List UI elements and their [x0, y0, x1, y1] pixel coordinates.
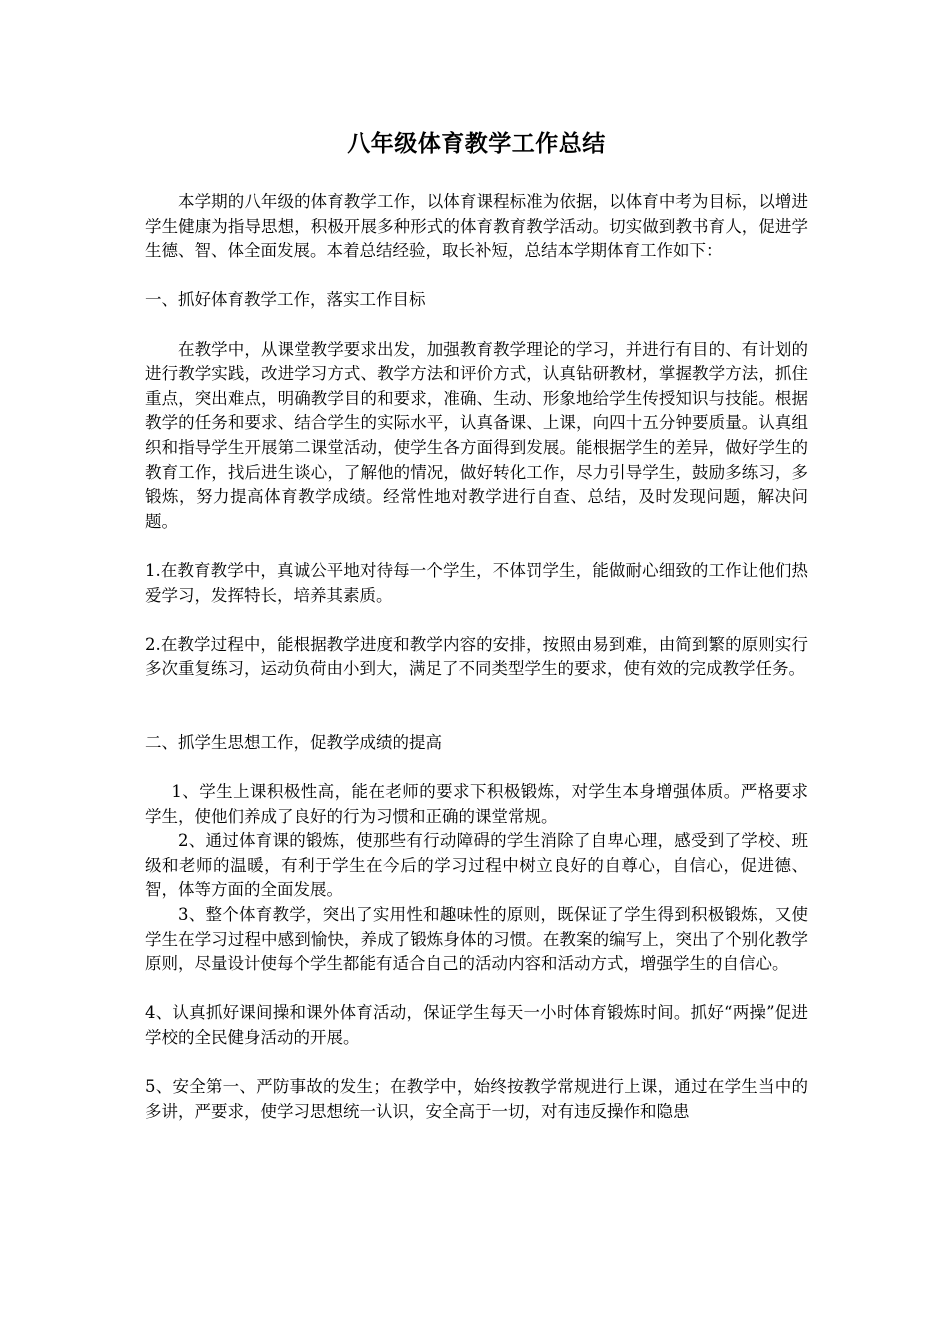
spacer [145, 977, 808, 1002]
section1-body: 在教学中，从课堂教学要求出发，加强教育教学理论的学习，并进行有目的、有计划的进行教学实践，改进学习方式、教学方法和评价方式，认真钻研教材，掌握教学方法，抓住重点，突出难点，明确教学目的和要求，准确、生动、形象地给学生传授知识与技能。根据教学的任务和要求、结合学生的实际水平，认真备课、上课，向四十五分钟要质量。认真组织和指导学生开展第二课堂活动，使学生各方面得到发展。能根据学生的差异，做好学生的教育工作，找后进生谈心，了解他的情况，做好转化工作，尽力引导学生，鼓励多练习，多锻炼，努力提高体育教学成绩。经常性地对教学进行自查、总结，及时发现问题，解决问题。 [145, 339, 808, 531]
section1-item-2: 2.在教学过程中，能根据教学进度和教学内容的安排，按照由易到难，由简到繁的原则实行多次重复练习，运动负荷由小到大，满足了不同类型学生的要求，使有效的完成教学任务。 [145, 634, 808, 679]
spacer [145, 608, 808, 633]
section2-item-3: 3、整个体育教学，突出了实用性和趣味性的原则，既保证了学生得到积极锻炼，又使学生在学习过程中感到愉快，养成了锻炼身体的习惯。在教案的编写上，突出了个别化教学原则，尽量设计使每个学生都能有适合自己的活动内容和活动方式，增强学生的自信心。 [145, 905, 808, 974]
spacer [145, 755, 808, 780]
spacer [145, 264, 808, 289]
spacer [145, 682, 808, 731]
section2-heading: 二、抓学生思想工作，促教学成绩的提高 [145, 732, 442, 752]
section1-item-1: 1.在教育教学中，真诚公平地对待每一个学生，不体罚学生，能做耐心细致的工作让他们热爱学习，发挥特长，培养其素质。 [145, 560, 808, 605]
document-page [145, 128, 808, 1124]
intro-paragraph: 本学期的八年级的体育教学工作，以体育课程标准为依据，以体育中考为目标，以增进学生健康为指导思想，积极开展多种形式的体育教育教学活动。切实做到教书育人，促进学生德、智、体全面发展。本着总结经验，取长补短，总结本学期体育工作如下： [145, 192, 808, 261]
point-5: 5、安全第一、严防事故的发生；在教学中，始终按教学常规进行上课，通过在学生当中的多讲，严要求，使学习思想统一认识，安全高于一切，对有违反操作和隐患 [145, 1077, 808, 1121]
section1-heading: 一、抓好体育教学工作，落实工作目标 [145, 290, 426, 310]
spacer [145, 1051, 808, 1076]
point-4: 4、认真抓好课间操和课外体育活动，保证学生每天一小时体育锻炼时间。抓好“两操”促进学校的全民健身活动的开展。 [145, 1003, 808, 1047]
spacer [145, 313, 808, 338]
document-title: 八年级体育教学工作总结 [347, 131, 606, 157]
section2-item-1: 1、学生上课积极性高，能在老师的要求下积极锻炼，对学生本身增强体质。严格要求学生，使他们养成了良好的行为习惯和正确的课堂常规。 [145, 782, 808, 826]
spacer [145, 534, 808, 559]
section2-item-2: 2、通过体育课的锻炼，使那些有行动障碍的学生消除了自卑心理，感受到了学校、班级和老师的温暖，有利于学生在今后的学习过程中树立良好的自尊心，自信心，促进德、智，体等方面的全面发展。 [145, 831, 808, 900]
